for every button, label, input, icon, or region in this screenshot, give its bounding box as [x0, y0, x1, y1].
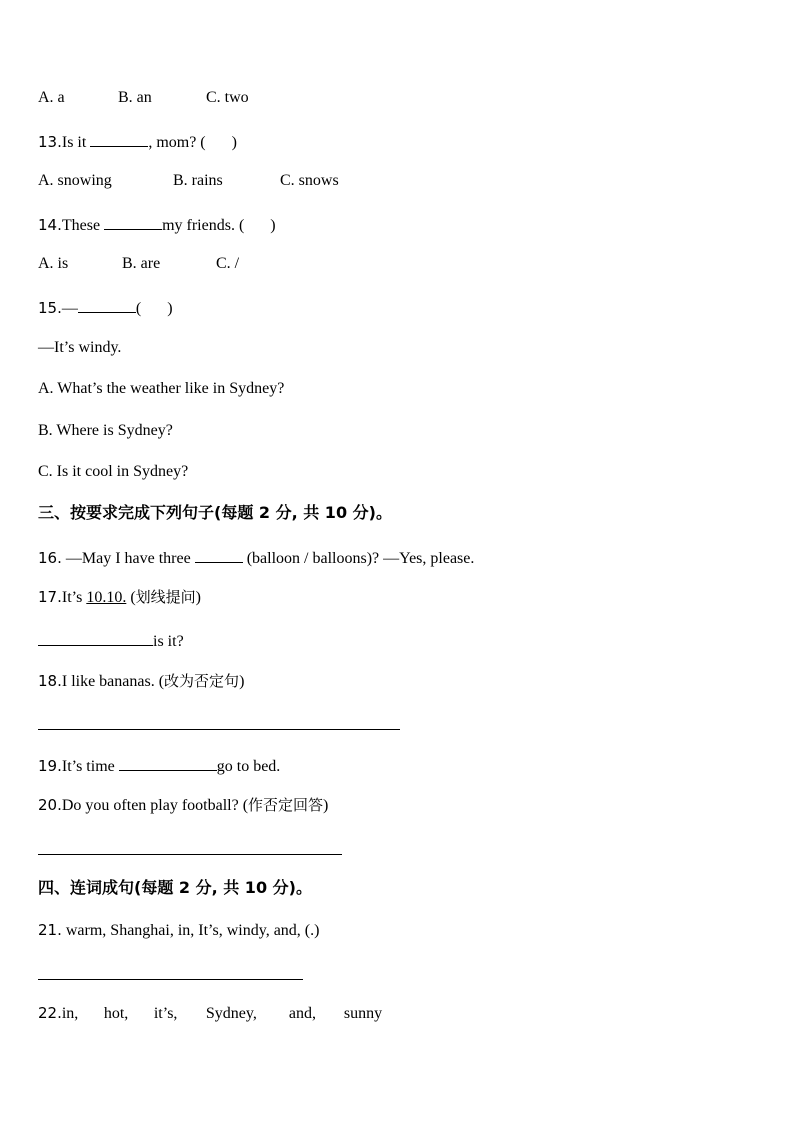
- question-19: [38, 754, 280, 777]
- paren-close: ): [239, 673, 245, 690]
- question-text: warm, Shanghai, in, It’s, windy, and, (.): [61, 922, 320, 939]
- question-text: Do you often play football? (: [61, 797, 249, 814]
- question-17-line-2: [38, 629, 184, 652]
- answer-blank[interactable]: [78, 296, 136, 313]
- question-text-before: —May I have three: [61, 550, 195, 567]
- answer-line[interactable]: [38, 979, 303, 980]
- option-c[interactable]: C. /: [216, 255, 240, 272]
- option-a[interactable]: A. What’s the weather like in Sydney?: [38, 380, 285, 397]
- option-c[interactable]: C. snows: [280, 172, 339, 189]
- option-b[interactable]: B. rains: [173, 172, 223, 189]
- option-b[interactable]: B. an: [118, 89, 152, 106]
- answer-blank[interactable]: [104, 213, 162, 230]
- paren-close: ): [195, 589, 201, 606]
- paren-close: ): [323, 797, 329, 814]
- question-22: [38, 1003, 382, 1024]
- question-text: I like bananas. (: [61, 673, 165, 690]
- question-number: 18.: [38, 672, 62, 690]
- option-a[interactable]: A. is: [38, 255, 69, 272]
- option-b[interactable]: B. Where is Sydney?: [38, 422, 173, 439]
- question-15-reply: —It’s windy.: [38, 339, 122, 356]
- question-15: [38, 296, 173, 319]
- question-text-after: my friends. (: [162, 217, 245, 234]
- question-16: [38, 546, 474, 569]
- option-a[interactable]: A. snowing: [38, 172, 112, 189]
- question-text-before: It’s time: [61, 758, 119, 775]
- question-number: 16.: [38, 549, 62, 567]
- answer-blank[interactable]: [38, 629, 153, 646]
- question-17: [38, 587, 201, 608]
- word: Sydney,: [205, 1005, 257, 1022]
- question-text-after: , mom? (: [148, 134, 206, 151]
- paren-open: (: [126, 589, 136, 606]
- question-text-after: (balloon / balloons)? —Yes, please.: [242, 550, 475, 567]
- question-12-options: [38, 88, 249, 108]
- question-number: 22.: [38, 1004, 62, 1022]
- instruction-cn: 划线提问: [135, 588, 196, 606]
- instruction-cn: 作否定回答: [248, 796, 324, 814]
- word: and,: [288, 1005, 316, 1022]
- option-b[interactable]: B. are: [122, 255, 161, 272]
- option-a[interactable]: A. a: [38, 89, 65, 106]
- section-3-title: 三、按要求完成下列句子(每题 2 分, 共 10 分)。: [38, 503, 392, 522]
- section-4-title: 四、连词成句(每题 2 分, 共 10 分)。: [38, 878, 312, 897]
- question-number: 13.: [38, 133, 62, 151]
- question-number: 14.: [38, 216, 62, 234]
- question-13-options: [38, 171, 339, 191]
- instruction-cn: 改为否定句: [164, 672, 240, 690]
- question-number: 20.: [38, 796, 62, 814]
- dash: —: [61, 300, 78, 317]
- paren-open: (: [135, 300, 142, 317]
- question-20: [38, 795, 328, 816]
- option-c[interactable]: C. two: [206, 89, 249, 106]
- paren-close: ): [270, 217, 276, 234]
- question-number: 15.: [38, 299, 62, 317]
- question-text-after: is it?: [153, 633, 184, 650]
- underlined-answer: 10.10.: [86, 589, 127, 606]
- paren-close: ): [231, 134, 237, 151]
- answer-blank[interactable]: [195, 546, 243, 563]
- question-text-after: go to bed.: [216, 758, 281, 775]
- option-c[interactable]: C. Is it cool in Sydney?: [38, 463, 189, 480]
- question-21: [38, 920, 319, 941]
- question-text-before: These: [61, 217, 105, 234]
- word: sunny: [343, 1005, 383, 1022]
- question-14-options: [38, 254, 239, 274]
- question-number: 21.: [38, 921, 62, 939]
- question-text-before: Is it: [61, 134, 91, 151]
- question-text-before: It’s: [61, 589, 87, 606]
- word: hot,: [103, 1005, 129, 1022]
- question-18: [38, 671, 244, 692]
- answer-blank[interactable]: [119, 754, 217, 771]
- answer-line[interactable]: [38, 854, 342, 855]
- word: it’s,: [153, 1005, 178, 1022]
- question-number: 17.: [38, 588, 62, 606]
- answer-blank[interactable]: [90, 130, 148, 147]
- word: in,: [61, 1005, 79, 1022]
- answer-line[interactable]: [38, 729, 400, 730]
- question-13: [38, 130, 237, 153]
- question-number: 19.: [38, 757, 62, 775]
- question-14: [38, 213, 276, 236]
- paren-close: ): [167, 300, 173, 317]
